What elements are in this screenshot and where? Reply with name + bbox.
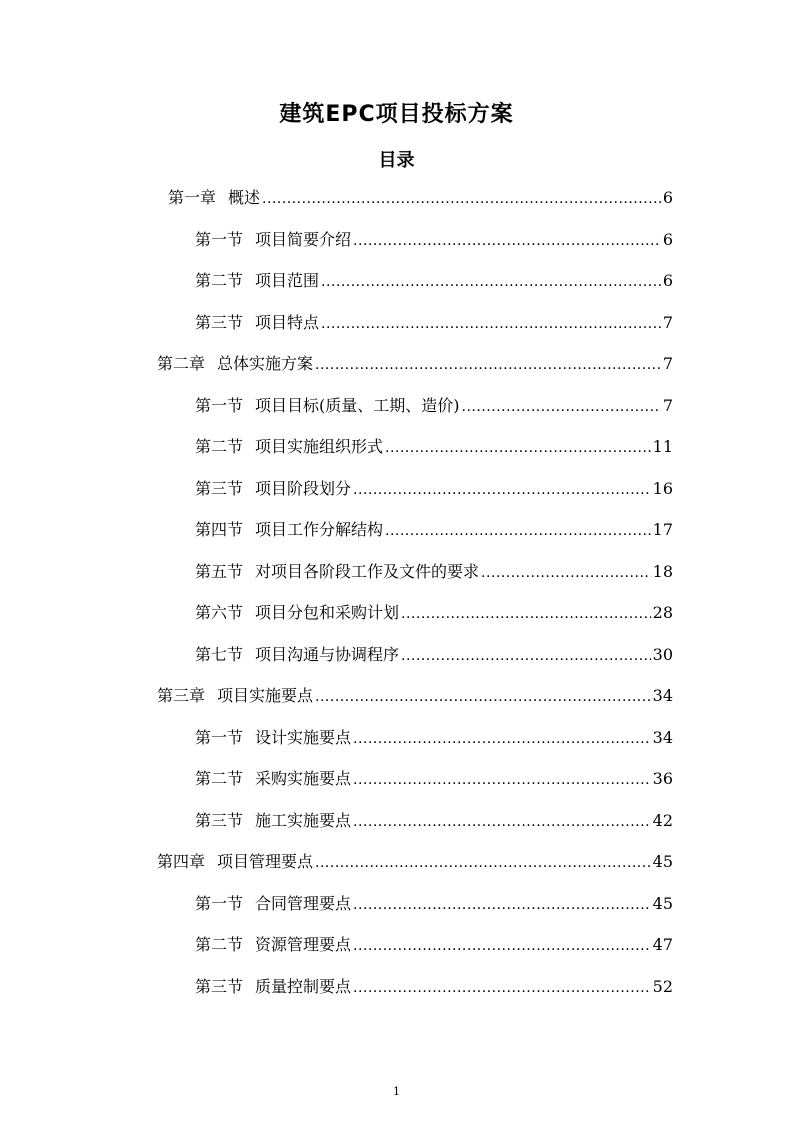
toc-entry-chapter-1[interactable] <box>168 186 673 210</box>
toc-entry-number: 第一节 <box>195 728 244 747</box>
toc-entry-ch1-sec2[interactable] <box>195 269 673 293</box>
toc-entry-page: 6 <box>662 188 673 207</box>
toc-entry-ch2-sec6[interactable] <box>195 601 673 625</box>
toc-entry-number: 第六节 <box>195 603 244 622</box>
toc-entry-title: 项目实施要点 <box>217 686 314 705</box>
toc-entry-title: 项目阶段划分 <box>255 479 352 498</box>
toc-leader-dots <box>385 519 651 543</box>
toc-entry-number: 第一节 <box>195 230 244 249</box>
toc-entry-number: 第三节 <box>195 977 244 996</box>
toc-entry-number: 第二节 <box>195 935 244 954</box>
toc-entry-page: 7 <box>662 313 673 332</box>
toc-leader-dots <box>353 229 661 253</box>
toc-entry-title: 项目实施组织形式 <box>255 437 384 456</box>
toc-entry-title: 项目范围 <box>255 271 320 290</box>
toc-entry-ch4-sec1[interactable] <box>195 892 673 916</box>
document-title: 建筑EPC项目投标方案 <box>279 102 514 127</box>
toc-leader-dots <box>401 602 651 626</box>
toc-entry-page: 11 <box>652 437 673 456</box>
toc-entry-number: 第一节 <box>195 894 244 913</box>
toc-leader-dots <box>315 685 651 709</box>
toc-entry-ch2-sec5[interactable] <box>195 560 673 584</box>
toc-entry-ch4-sec2[interactable] <box>195 933 673 957</box>
toc-entry-page: 36 <box>652 769 673 788</box>
toc-entry-page: 34 <box>652 686 673 705</box>
toc-entry-title: 设计实施要点 <box>255 728 352 747</box>
toc-entry-number: 第三节 <box>195 811 244 830</box>
page-number: 1 <box>393 1085 400 1098</box>
toc-entry-title: 合同管理要点 <box>255 894 352 913</box>
toc-entry-chapter-3[interactable] <box>157 684 673 708</box>
toc-entry-ch2-sec1[interactable] <box>195 394 673 418</box>
toc-entry-number: 第一章 <box>168 188 217 207</box>
toc-leader-dots <box>353 976 651 1000</box>
toc-entry-ch2-sec7[interactable] <box>195 643 673 667</box>
toc-entry-ch3-sec2[interactable] <box>195 767 673 791</box>
toc-entry-number: 第三节 <box>195 479 244 498</box>
toc-entry-number: 第一节 <box>195 396 244 415</box>
toc-leader-dots <box>353 768 651 792</box>
toc-entry-title: 对项目各阶段工作及文件的要求 <box>255 562 480 581</box>
toc-entry-number: 第二节 <box>195 437 244 456</box>
toc-entry-ch1-sec3[interactable] <box>195 311 673 335</box>
toc-entry-number: 第四章 <box>157 852 206 871</box>
toc-entry-title: 质量控制要点 <box>255 977 352 996</box>
toc-entry-page: 16 <box>652 479 673 498</box>
toc-entry-ch4-sec3[interactable] <box>195 975 673 999</box>
toc-entry-number: 第二节 <box>195 769 244 788</box>
toc-entry-ch2-sec3[interactable] <box>195 477 673 501</box>
toc-entry-ch2-sec2[interactable] <box>195 435 673 459</box>
toc-entry-title: 项目简要介绍 <box>255 230 352 249</box>
toc-entry-ch1-sec1[interactable] <box>195 228 673 252</box>
toc-leader-dots <box>353 934 651 958</box>
toc-entry-number: 第三节 <box>195 313 244 332</box>
toc-leader-dots <box>315 353 661 377</box>
toc-entry-number: 第四节 <box>195 520 244 539</box>
toc-entry-page: 42 <box>652 811 673 830</box>
toc-leader-dots <box>353 810 651 834</box>
toc-entry-page: 30 <box>652 645 673 664</box>
toc-entry-title: 项目工作分解结构 <box>255 520 384 539</box>
toc-entry-page: 28 <box>652 603 673 622</box>
toc-leader-dots <box>481 561 651 585</box>
toc-entry-page: 52 <box>652 977 673 996</box>
toc-entry-page: 7 <box>662 354 673 373</box>
toc-entry-title: 项目分包和采购计划 <box>255 603 400 622</box>
toc-entry-page: 17 <box>652 520 673 539</box>
toc-entry-page: 45 <box>652 894 673 913</box>
toc-entry-title: 资源管理要点 <box>255 935 352 954</box>
toc-entry-page: 47 <box>652 935 673 954</box>
toc-entry-page: 18 <box>652 562 673 581</box>
toc-leader-dots <box>321 270 661 294</box>
toc-heading: 目录 <box>378 150 415 171</box>
toc-leader-dots <box>462 395 661 419</box>
toc-entry-title: 总体实施方案 <box>217 354 314 373</box>
toc-entry-page: 7 <box>662 396 673 415</box>
toc-leader-dots <box>385 436 651 460</box>
toc-entry-page: 6 <box>662 230 673 249</box>
toc-entry-chapter-4[interactable] <box>157 850 673 874</box>
toc-entry-page: 34 <box>652 728 673 747</box>
toc-entry-title: 项目目标(质量、工期、造价) <box>255 396 460 415</box>
toc-entry-title: 项目沟通与协调程序 <box>255 645 400 664</box>
toc-entry-title: 施工实施要点 <box>255 811 352 830</box>
toc-entry-number: 第二章 <box>157 354 206 373</box>
toc-leader-dots <box>401 644 651 668</box>
toc-leader-dots <box>353 727 651 751</box>
toc-entry-ch3-sec1[interactable] <box>195 726 673 750</box>
toc-entry-title: 采购实施要点 <box>255 769 352 788</box>
toc-leader-dots <box>315 851 651 875</box>
toc-entry-ch2-sec4[interactable] <box>195 518 673 542</box>
toc-entry-number: 第七节 <box>195 645 244 664</box>
toc-entry-title: 项目特点 <box>255 313 320 332</box>
toc-leader-dots <box>353 478 651 502</box>
toc-entry-chapter-2[interactable] <box>157 352 673 376</box>
toc-entry-title: 概述 <box>228 188 261 207</box>
toc-entry-ch3-sec3[interactable] <box>195 809 673 833</box>
toc-entry-number: 第三章 <box>157 686 206 705</box>
toc-entry-page: 6 <box>662 271 673 290</box>
toc-leader-dots <box>262 187 661 211</box>
toc-entry-number: 第五节 <box>195 562 244 581</box>
toc-entry-title: 项目管理要点 <box>217 852 314 871</box>
toc-entry-number: 第二节 <box>195 271 244 290</box>
toc-entry-page: 45 <box>652 852 673 871</box>
toc-leader-dots <box>353 893 651 917</box>
toc-leader-dots <box>321 312 661 336</box>
